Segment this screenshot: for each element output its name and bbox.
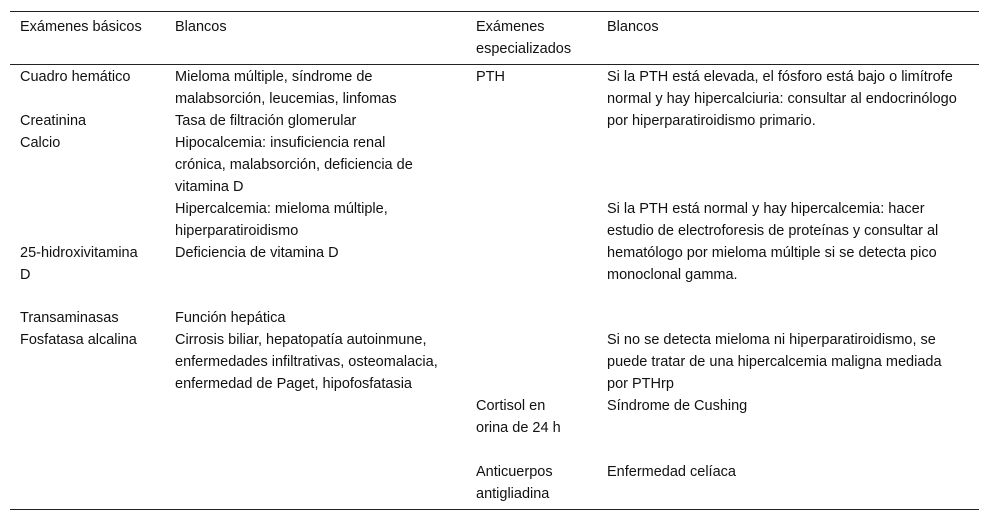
special-exam-pth: PTH — [476, 69, 505, 85]
basic-exam-vitamina-d: 25-hidroxivitamina D — [20, 245, 138, 283]
special-target-cushing: Síndrome de Cushing — [607, 398, 748, 414]
basic-target-hipocalcemia: Hipocalcemia: insuficiencia renal crónica, malabsorción, deficiencia de vitamina D — [175, 135, 413, 195]
basic-exam-creatinina: Creatinina — [20, 113, 87, 129]
header-basic-targets: Blancos — [175, 19, 227, 35]
basic-exam-cuadro-hematico: Cuadro hemático — [20, 69, 131, 85]
header-special-exams: Exámenes especializados — [476, 19, 572, 57]
basic-exam-calcio: Calcio — [20, 135, 61, 151]
header-divider — [10, 64, 979, 65]
basic-exam-fosfatasa: Fosfatasa alcalina — [20, 332, 137, 348]
special-target-pth-elevada: Si la PTH está elevada, el fósforo está bajo o limítrofe normal y hay hipercalciuria: consultar al endocrinólogo por hiperparatiroidismo primario. — [607, 69, 957, 129]
basic-target-hipercalcemia: Hipercalcemia: mieloma múltiple, hiperparatiroidismo — [175, 201, 388, 239]
basic-target-fosfatasa: Cirrosis biliar, hepatopatía autoinmune, enfermedades infiltrativas, osteomalacia, enfermedad de Paget, hipofosfatasia — [175, 332, 438, 392]
special-target-celiaca: Enfermedad celíaca — [607, 464, 736, 480]
special-target-pth-normal: Si la PTH está normal y hay hipercalcemia: hacer estudio de electroforesis de proteínas y consultar al hematólogo por mieloma múltiple si se detecta pico monoclonal gamma. — [607, 201, 939, 283]
basic-target-cuadro-hematico: Mieloma múltiple, síndrome de malabsorción, leucemias, linfomas — [175, 69, 397, 107]
basic-target-creatinina: Tasa de filtración glomerular — [175, 113, 357, 129]
special-exam-antigliadina: Anticuerpos antigliadina — [476, 464, 553, 502]
special-exam-cortisol: Cortisol en orina de 24 h — [476, 398, 561, 436]
header-basic-exams: Exámenes básicos — [20, 19, 142, 35]
basic-exam-transaminasas: Transaminasas — [20, 310, 119, 326]
header-special-targets: Blancos — [607, 19, 659, 35]
basic-target-transaminasas: Función hepática — [175, 310, 286, 326]
basic-target-vitamina-d: Deficiencia de vitamina D — [175, 245, 339, 261]
special-target-hipercalcemia-maligna: Si no se detecta mieloma ni hiperparatiroidismo, se puede tratar de una hipercalcemia maligna mediada por PTHrp — [607, 332, 942, 392]
